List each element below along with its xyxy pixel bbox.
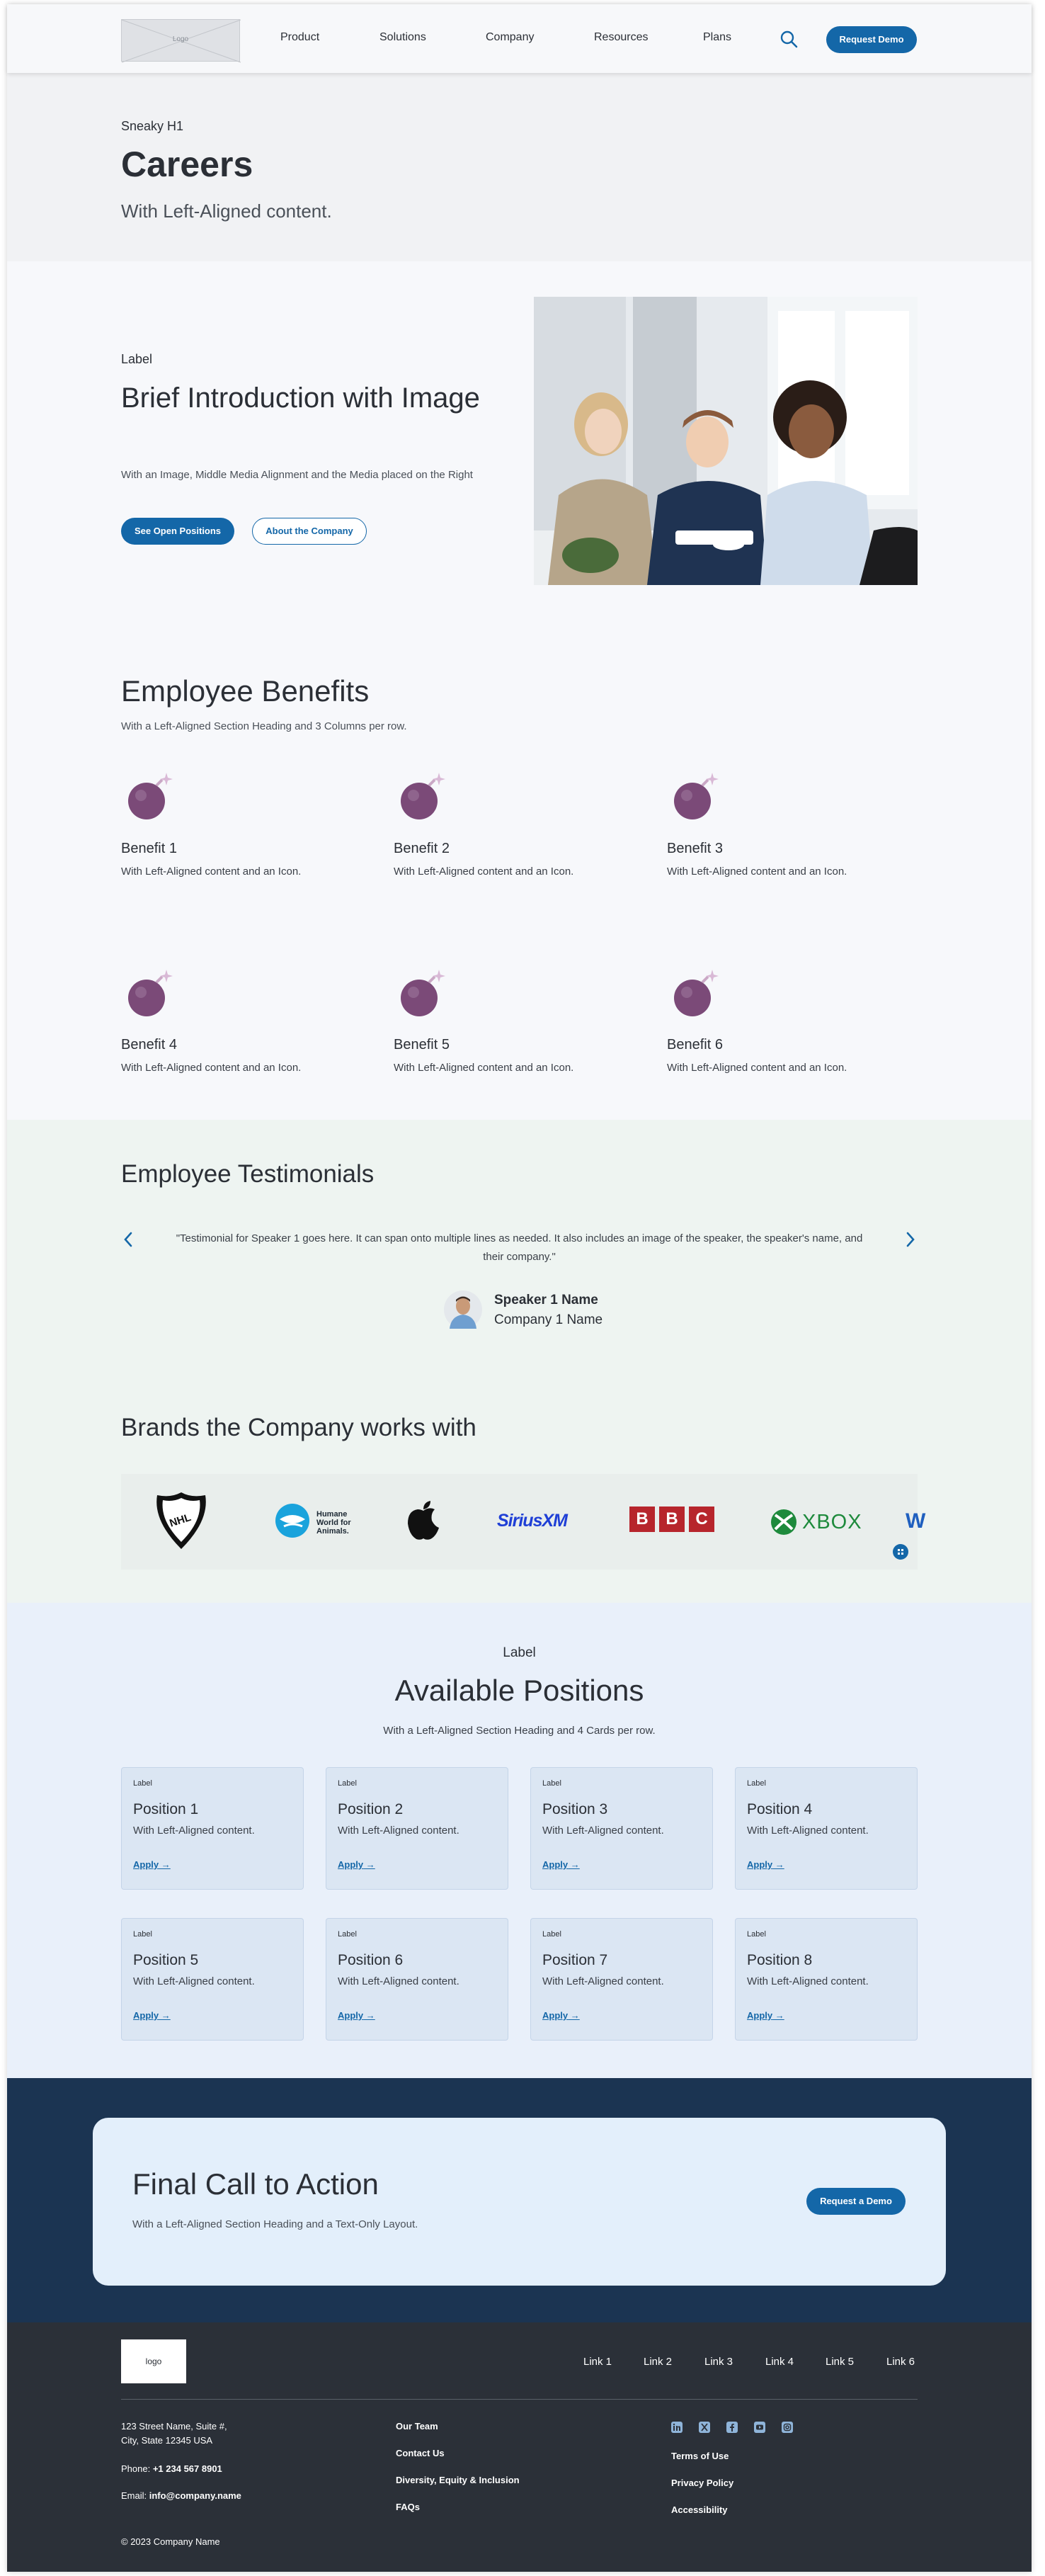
nhl-logo-text: NHL	[168, 1511, 193, 1530]
benefit-title: Benefit 3	[667, 841, 723, 856]
speaker-company: Company 1 Name	[494, 1312, 603, 1327]
apply-link[interactable]: Apply →	[542, 1859, 580, 1870]
brand-logo-carousel: NHL Humane World for Animals. SiriusXM B B C XBOX W	[121, 1474, 918, 1570]
xbox-logo-icon	[770, 1508, 798, 1536]
nav-company[interactable]: Company	[486, 31, 535, 43]
footer-phone: Phone: +1 234 567 8901	[121, 2463, 222, 2474]
apply-link[interactable]: Apply →	[338, 1859, 375, 1870]
apply-link[interactable]: Apply →	[747, 2010, 784, 2021]
intro-label: Label	[121, 352, 153, 366]
benefit-text: With Left-Aligned content and an Icon.	[121, 1062, 302, 1074]
apply-link[interactable]: Apply →	[542, 2010, 580, 2021]
siriusxm-logo: SiriusXM	[497, 1511, 567, 1531]
apply-link[interactable]: Apply →	[133, 2010, 171, 2021]
xbox-logo: XBOX	[802, 1511, 862, 1533]
position-card[interactable]	[530, 1918, 713, 2041]
speaker-avatar	[444, 1290, 482, 1329]
page-title: Careers	[121, 144, 253, 184]
site-footer	[7, 2322, 1032, 2572]
bomb-icon	[398, 771, 447, 821]
footer-faqs[interactable]: FAQs	[396, 2502, 420, 2512]
apply-link[interactable]: Apply →	[747, 1859, 784, 1870]
partial-brand-logo: W	[906, 1509, 926, 1533]
footer-address-line1: 123 Street Name, Suite #,	[121, 2421, 227, 2432]
card-label: Label	[542, 1930, 561, 1939]
card-label: Label	[747, 1930, 766, 1939]
footer-link-1[interactable]: Link 1	[583, 2356, 612, 2368]
bomb-icon	[125, 968, 175, 1018]
cta-subtitle: With a Left-Aligned Section Heading and a Text-Only Layout.	[132, 2218, 418, 2230]
card-label: Label	[338, 1930, 357, 1939]
card-title: Position 4	[747, 1801, 813, 1817]
intro-text: With an Image, Middle Media Alignment and the Media placed on the Right	[121, 469, 473, 481]
footer-our-team[interactable]: Our Team	[396, 2421, 438, 2432]
apply-link[interactable]: Apply →	[338, 2010, 375, 2021]
x-icon[interactable]	[699, 2422, 710, 2433]
card-text: With Left-Aligned content.	[747, 1975, 869, 1987]
hero-eyebrow: Sneaky H1	[121, 119, 184, 133]
benefits-subtitle: With a Left-Aligned Section Heading and 3 Columns per row.	[121, 720, 407, 732]
footer-terms[interactable]: Terms of Use	[671, 2451, 729, 2461]
site-header	[7, 4, 1032, 73]
humane-world-logo	[274, 1502, 359, 1539]
footer-dei[interactable]: Diversity, Equity & Inclusion	[396, 2475, 520, 2485]
youtube-icon[interactable]	[754, 2422, 765, 2433]
nav-solutions[interactable]: Solutions	[379, 31, 426, 43]
position-card[interactable]	[735, 1767, 918, 1890]
linkedin-icon[interactable]	[671, 2422, 683, 2433]
carousel-pause-button[interactable]	[893, 1544, 908, 1560]
benefits-title: Employee Benefits	[121, 674, 370, 708]
card-text: With Left-Aligned content.	[542, 1975, 664, 1987]
positions-label: Label	[503, 1645, 536, 1660]
search-icon[interactable]	[780, 30, 798, 48]
grid-icon	[893, 1544, 908, 1560]
apply-link[interactable]: Apply →	[133, 1859, 171, 1870]
position-card[interactable]	[326, 1767, 508, 1890]
card-text: With Left-Aligned content.	[338, 1825, 459, 1837]
bomb-icon	[398, 968, 447, 1018]
card-text: With Left-Aligned content.	[133, 1825, 255, 1837]
bomb-icon	[125, 771, 175, 821]
card-label: Label	[542, 1779, 561, 1788]
see-open-positions-button[interactable]: See Open Positions	[121, 518, 234, 545]
benefit-title: Benefit 6	[667, 1037, 723, 1052]
svg-text:Humane: Humane	[316, 1510, 348, 1519]
footer-address-line2: City, State 12345 USA	[121, 2435, 213, 2446]
testimonial-quote: "Testimonial for Speaker 1 goes here. It can span onto multiple lines as needed. It also includes an image of the speaker, the speaker's name, and their company."	[176, 1232, 863, 1263]
footer-link-4[interactable]: Link 4	[765, 2356, 794, 2368]
footer-link-5[interactable]: Link 5	[826, 2356, 855, 2368]
card-title: Position 3	[542, 1801, 608, 1817]
footer-contact-us[interactable]: Contact Us	[396, 2448, 445, 2458]
footer-logo[interactable]: logo	[121, 2339, 186, 2383]
benefit-text: With Left-Aligned content and an Icon.	[394, 866, 574, 878]
instagram-icon[interactable]	[782, 2422, 793, 2433]
hero-subtitle: With Left-Aligned content.	[121, 200, 332, 222]
card-text: With Left-Aligned content.	[542, 1825, 664, 1837]
card-title: Position 8	[747, 1952, 813, 1968]
card-label: Label	[133, 1779, 152, 1788]
footer-divider	[121, 2399, 918, 2400]
logo-text: Logo	[172, 35, 189, 43]
card-text: With Left-Aligned content.	[338, 1975, 459, 1987]
benefit-title: Benefit 2	[394, 841, 450, 856]
benefit-text: With Left-Aligned content and an Icon.	[121, 866, 302, 878]
card-title: Position 5	[133, 1952, 199, 1968]
card-title: Position 7	[542, 1952, 608, 1968]
footer-privacy[interactable]: Privacy Policy	[671, 2478, 734, 2488]
card-title: Position 6	[338, 1952, 404, 1968]
svg-text:Animals.: Animals.	[316, 1527, 349, 1536]
benefit-title: Benefit 1	[121, 841, 177, 856]
about-company-button[interactable]: About the Company	[252, 518, 367, 545]
hero-section	[7, 73, 1032, 261]
office-team-image	[534, 297, 918, 585]
svg-text:World for: World for	[316, 1519, 351, 1527]
nav-resources[interactable]: Resources	[594, 31, 649, 43]
cta-card	[93, 2118, 946, 2286]
position-card[interactable]	[530, 1767, 713, 1890]
card-text: With Left-Aligned content.	[133, 1975, 255, 1987]
brands-title: Brands the Company works with	[121, 1414, 476, 1441]
benefit-text: With Left-Aligned content and an Icon.	[667, 1062, 847, 1074]
footer-copyright: © 2023 Company Name	[121, 2536, 220, 2547]
footer-link-2[interactable]: Link 2	[644, 2356, 673, 2368]
card-label: Label	[338, 1779, 357, 1788]
nav-plans[interactable]: Plans	[703, 31, 732, 43]
card-title: Position 2	[338, 1801, 404, 1817]
header-logo[interactable]	[121, 19, 240, 62]
bomb-icon	[671, 771, 721, 821]
benefit-text: With Left-Aligned content and an Icon.	[667, 866, 847, 878]
intro-title: Brief Introduction with Image	[121, 382, 480, 414]
footer-email: Email: info@company.name	[121, 2490, 241, 2501]
footer-link-6[interactable]: Link 6	[886, 2356, 915, 2368]
page	[7, 4, 1032, 2572]
speaker-name: Speaker 1 Name	[494, 1293, 598, 1307]
positions-subtitle: With a Left-Aligned Section Heading and 4 Cards per row.	[383, 1725, 656, 1737]
card-label: Label	[133, 1930, 152, 1939]
card-label: Label	[747, 1779, 766, 1788]
apple-logo	[405, 1499, 442, 1542]
benefit-text: With Left-Aligned content and an Icon.	[394, 1062, 574, 1074]
chevron-left-icon[interactable]	[122, 1231, 134, 1248]
position-card[interactable]	[121, 1767, 304, 1890]
chevron-right-icon[interactable]	[905, 1231, 916, 1248]
benefit-title: Benefit 5	[394, 1037, 450, 1052]
intro-benefits-section	[7, 261, 1032, 1120]
bomb-icon	[671, 968, 721, 1018]
position-card[interactable]	[326, 1918, 508, 2041]
testimonials-title: Employee Testimonials	[121, 1160, 375, 1188]
benefit-title: Benefit 4	[121, 1037, 177, 1052]
request-demo-button[interactable]: Request Demo	[826, 26, 917, 53]
position-card[interactable]	[121, 1918, 304, 2041]
nhl-logo	[154, 1491, 208, 1550]
cta-title: Final Call to Action	[132, 2167, 379, 2201]
facebook-icon[interactable]	[726, 2422, 738, 2433]
cta-section	[7, 2078, 1032, 2322]
position-card[interactable]	[735, 1918, 918, 2041]
nav-product[interactable]: Product	[280, 31, 320, 43]
card-title: Position 1	[133, 1801, 199, 1817]
positions-section	[7, 1603, 1032, 2078]
positions-title: Available Positions	[394, 1674, 644, 1707]
request-a-demo-button[interactable]: Request a Demo	[806, 2188, 906, 2215]
footer-accessibility[interactable]: Accessibility	[671, 2504, 728, 2515]
footer-link-3[interactable]: Link 3	[704, 2356, 733, 2368]
card-text: With Left-Aligned content.	[747, 1825, 869, 1837]
